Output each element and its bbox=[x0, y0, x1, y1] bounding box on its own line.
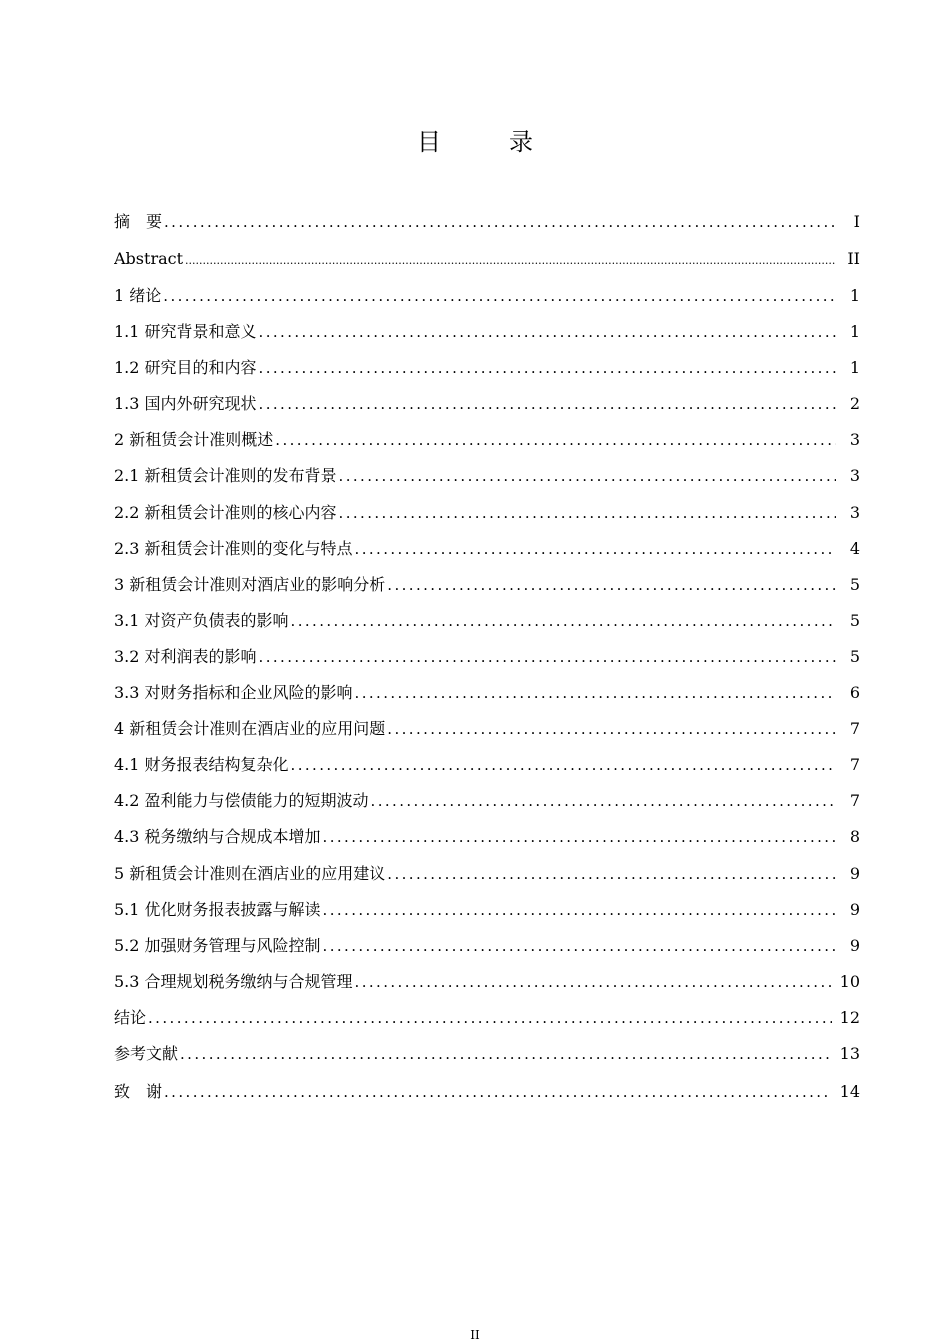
toc-entry-title: 结论 bbox=[114, 1007, 147, 1027]
toc-entry-title: 2.3 新租赁会计准则的变化与特点 bbox=[114, 538, 353, 558]
toc-entry-title: 摘 要 bbox=[114, 212, 163, 231]
toc-entry-page: 12 bbox=[839, 1007, 860, 1027]
toc-entry-page: 5 bbox=[849, 646, 860, 666]
toc-entry[interactable] bbox=[114, 788, 860, 824]
toc-entry[interactable] bbox=[114, 1079, 860, 1115]
toc-entry-title: 5 新租赁会计准则在酒店业的应用建议 bbox=[114, 863, 386, 883]
toc-leader-dots bbox=[387, 576, 836, 594]
toc-entry-page: 1 bbox=[849, 358, 860, 378]
toc-entry-title: 1.1 研究背景和意义 bbox=[114, 322, 257, 342]
toc-entry[interactable] bbox=[114, 572, 860, 608]
toc-leader-dots bbox=[185, 254, 836, 267]
toc-leader-dots bbox=[387, 865, 836, 883]
toc-leader-dots bbox=[323, 937, 836, 955]
toc-entry[interactable] bbox=[114, 680, 860, 716]
toc-entry-title: 参考文献 bbox=[114, 1043, 179, 1063]
toc-entry[interactable] bbox=[114, 355, 860, 391]
toc-leader-dots bbox=[163, 287, 836, 305]
toc-entry-title: 1.2 研究目的和内容 bbox=[114, 358, 257, 378]
toc-entry-title: 4.2 盈利能力与偿债能力的短期波动 bbox=[114, 791, 369, 811]
page-title: 目 录 bbox=[417, 128, 555, 156]
toc-leader-dots bbox=[355, 973, 832, 991]
toc-leader-dots bbox=[371, 792, 836, 810]
toc-leader-dots bbox=[180, 1045, 832, 1063]
toc-entry[interactable] bbox=[114, 644, 860, 680]
toc-entry-page: I bbox=[853, 212, 860, 231]
toc-entry[interactable] bbox=[114, 391, 860, 427]
page-number-footer: II bbox=[470, 1328, 480, 1342]
toc-entry[interactable] bbox=[114, 716, 860, 752]
toc-entry-title: 5.3 合理规划税务缴纳与合规管理 bbox=[114, 971, 353, 991]
toc-entry-title: 5.2 加强财务管理与风险控制 bbox=[114, 935, 321, 955]
toc-entry-page: 3 bbox=[849, 430, 860, 450]
toc-leader-dots bbox=[259, 359, 836, 377]
toc-entry-title: 4 新租赁会计准则在酒店业的应用问题 bbox=[114, 719, 386, 739]
toc-entry[interactable] bbox=[114, 1005, 860, 1041]
toc-entry-page: 5 bbox=[849, 574, 860, 594]
toc-entry[interactable] bbox=[114, 500, 860, 536]
toc-entry-page: 3 bbox=[849, 466, 860, 486]
toc-entry-page: 14 bbox=[839, 1081, 860, 1101]
toc-entry-page: 7 bbox=[849, 719, 860, 739]
table-of-contents bbox=[114, 209, 860, 1115]
toc-leader-dots bbox=[259, 648, 836, 666]
toc-leader-dots bbox=[164, 1083, 832, 1101]
toc-leader-dots bbox=[275, 431, 836, 449]
toc-entry-title: 3.3 对财务指标和企业风险的影响 bbox=[114, 683, 353, 703]
toc-entry-page: 2 bbox=[849, 394, 860, 414]
toc-entry-title: Abstract bbox=[114, 249, 184, 268]
toc-leader-dots bbox=[259, 395, 836, 413]
toc-entry[interactable] bbox=[114, 861, 860, 897]
toc-entry-page: II bbox=[847, 249, 860, 268]
toc-entry-page: 13 bbox=[839, 1043, 860, 1063]
toc-entry-page: 3 bbox=[849, 502, 860, 522]
toc-leader-dots bbox=[355, 540, 836, 558]
toc-entry[interactable] bbox=[114, 752, 860, 788]
toc-entry-title: 1 绪论 bbox=[114, 286, 162, 305]
toc-leader-dots bbox=[387, 720, 836, 738]
toc-leader-dots bbox=[259, 323, 836, 341]
toc-leader-dots bbox=[339, 504, 836, 522]
toc-entry-title: 2 新租赁会计准则概述 bbox=[114, 430, 274, 450]
toc-entry-page: 6 bbox=[849, 683, 860, 703]
toc-leader-dots bbox=[164, 213, 836, 231]
toc-entry-page: 5 bbox=[849, 610, 860, 630]
toc-entry-title: 3 新租赁会计准则对酒店业的影响分析 bbox=[114, 574, 386, 594]
toc-entry-page: 10 bbox=[839, 971, 860, 991]
toc-entry-page: 1 bbox=[849, 322, 860, 342]
toc-entry-page: 4 bbox=[849, 538, 860, 558]
toc-entry-title: 5.1 优化财务报表披露与解读 bbox=[114, 899, 321, 919]
toc-entry-page: 9 bbox=[849, 863, 860, 883]
toc-entry[interactable] bbox=[114, 897, 860, 933]
toc-entry[interactable] bbox=[114, 427, 860, 463]
toc-entry-page: 7 bbox=[849, 755, 860, 775]
toc-entry-page: 9 bbox=[849, 899, 860, 919]
toc-entry-title: 1.3 国内外研究现状 bbox=[114, 394, 257, 414]
toc-entry[interactable] bbox=[114, 319, 860, 355]
toc-entry-title: 3.2 对利润表的影响 bbox=[114, 646, 257, 666]
toc-leader-dots bbox=[355, 684, 836, 702]
toc-entry[interactable] bbox=[114, 824, 860, 860]
toc-entry[interactable] bbox=[114, 1041, 860, 1079]
toc-entry-title: 4.3 税务缴纳与合规成本增加 bbox=[114, 827, 321, 847]
toc-entry[interactable] bbox=[114, 249, 860, 283]
toc-entry[interactable] bbox=[114, 933, 860, 969]
toc-entry[interactable] bbox=[114, 283, 860, 319]
toc-entry[interactable] bbox=[114, 536, 860, 572]
toc-entry[interactable] bbox=[114, 608, 860, 644]
toc-leader-dots bbox=[323, 828, 836, 846]
toc-entry-page: 8 bbox=[849, 827, 860, 847]
toc-entry[interactable] bbox=[114, 209, 860, 249]
toc-entry-page: 9 bbox=[849, 935, 860, 955]
toc-entry-page: 1 bbox=[849, 286, 860, 305]
toc-leader-dots bbox=[291, 612, 836, 630]
toc-entry-page: 7 bbox=[849, 791, 860, 811]
toc-entry-title: 4.1 财务报表结构复杂化 bbox=[114, 755, 289, 775]
toc-entry-title: 致 谢 bbox=[114, 1081, 163, 1101]
toc-entry[interactable] bbox=[114, 969, 860, 1005]
toc-leader-dots bbox=[148, 1009, 832, 1027]
toc-entry[interactable] bbox=[114, 463, 860, 499]
toc-entry-title: 2.2 新租赁会计准则的核心内容 bbox=[114, 502, 337, 522]
toc-leader-dots bbox=[339, 467, 836, 485]
toc-entry-title: 2.1 新租赁会计准则的发布背景 bbox=[114, 466, 337, 486]
toc-leader-dots bbox=[323, 901, 836, 919]
toc-entry-title: 3.1 对资产负债表的影响 bbox=[114, 610, 289, 630]
toc-leader-dots bbox=[291, 756, 836, 774]
